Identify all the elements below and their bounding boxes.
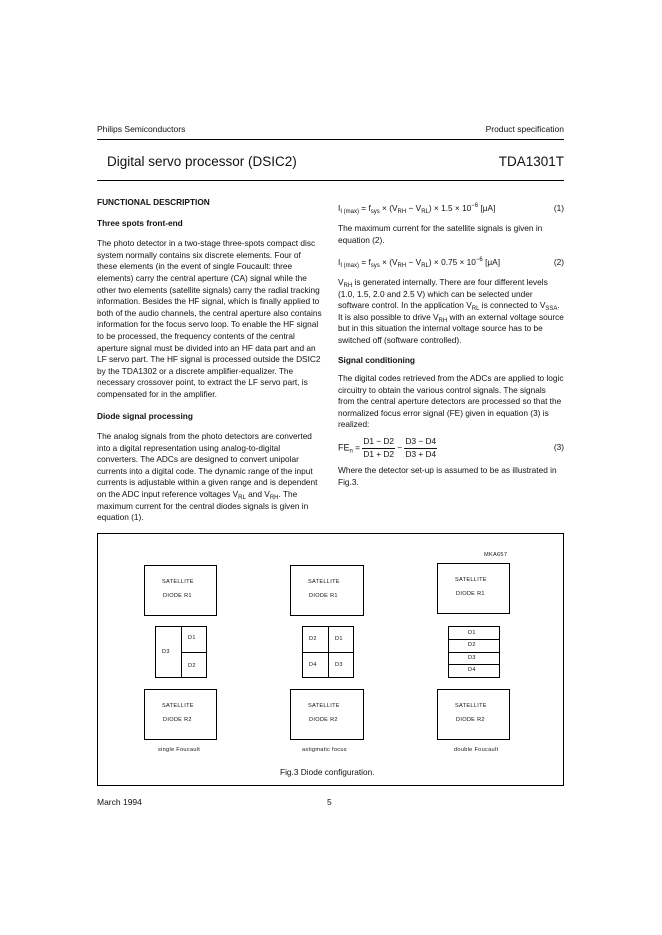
equation-1: $I_{I (max)} = f_{sys} \times (V_{RH} - V_{RL}) \times 1.5 \times 10^{-6}$ [μA] (1) [338, 203, 564, 215]
fraction-d1-d2: $\frac{D1 - D2}{D1 + D2}$ [363, 436, 394, 459]
equation-1-number: (1) [553, 203, 564, 213]
section-title: FUNCTIONAL DESCRIPTION [97, 197, 210, 207]
left-column [97, 197, 323, 532]
satellite-diode-r2-double: SATELLITE DIODE R2 [437, 689, 510, 740]
paragraph-detector-setup: Where the detector set-up is assumed to be as illustrated in Fig.3. [338, 465, 557, 487]
paragraph-digital-codes: The digital codes retrieved from the ADCs are applied to logic circuitry to obtain the various control signals. The signals from the central aperture detectors are processed so that the normalized focus error signal (FE) given in equation (3) is realized: [338, 373, 564, 430]
central-diode-astigmatic: D2 D1 D4 D3 [302, 626, 354, 678]
central-diode-double: D1 D2 D3 D4 [448, 626, 500, 678]
header-rule [97, 139, 564, 140]
satellite-diode-r2-astigmatic: SATELLITE DIODE R2 [290, 689, 364, 740]
equation-2-number: (2) [553, 257, 564, 267]
subsection-signal-conditioning: Signal conditioning [338, 355, 415, 365]
doc-type: Product specification [485, 124, 564, 134]
page-title: Digital servo processor (DSIC2) [107, 154, 297, 169]
label-astigmatic-focus: astigmatic focus [302, 747, 347, 753]
footer-date: March 1994 [97, 797, 142, 807]
satellite-diode-r2-single: SATELLITE DIODE R2 [144, 689, 217, 740]
page-number: 5 [327, 797, 332, 807]
paragraph-photo-detector: The photo detector in a two-stage three-spots compact disc system normally contains six discrete elements. Four of these elements (in the event of single Foucault: three elements) carry the central aperture (CA) signal while the other two elements (satellite signals) carry the radial tracking information. Besides the HF signal, which is finally applied to both of the audio channels, the central aperture also contains information for the focus servo loop. To enable the HF signal to be processed, the frequency contents of the central aperture signal must be divided into an HF data part and an LF servo part. The HF signal is processed outside the DSIC2 by the TDA1302 or a discrete amplifier-equalizer. The necessary crossover point, to extract the LF servo part, is compensated for in the amplifier. [97, 238, 322, 399]
part-number: TDA1301T [498, 154, 564, 169]
fraction-d3-d4: $\frac{D3 - D4}{D3 + D4}$ [405, 436, 437, 459]
satellite-diode-r1-double: SATELLITE DIODE R1 [437, 563, 510, 614]
company-name: Philips Semiconductors [97, 124, 186, 134]
label-single-foucault: single Foucault [158, 747, 201, 753]
title-rule [97, 180, 564, 181]
figure-diode-configuration [97, 533, 564, 786]
figure-code: MKA657 [484, 552, 508, 558]
subsection-diode-signal: Diode signal processing [97, 410, 193, 421]
equation-2: $I_{I (max)} = f_{sys} \times (V_{RH} - V_{RL}) \times 0.75 \times 10^{-6}$ [μA] (2) [338, 257, 564, 269]
paragraph-satellite-max: The maximum current for the satellite signals is given in equation (2). [338, 223, 543, 245]
paragraph-vrh: $V_{RH}$ is generated internally. There are four different levels (1.0, 1.5, 2.0 and 2.5 V) which can be selected under software control. In the application $V_{RL}$ is connected to $V_{SSA}$. It is also possible to drive $V_{RH}$ with an external voltage source but in this situation the internal voltage source has to be switched off (software controlled). [338, 277, 564, 345]
subsection-three-spots: Three spots front-end [97, 217, 183, 228]
satellite-diode-r1-astigmatic: SATELLITE DIODE R1 [290, 565, 364, 616]
central-diode-single: D3 D1 D2 [155, 626, 207, 678]
figure-caption: Fig.3 Diode configuration. [280, 767, 375, 777]
equation-3-number: (3) [553, 442, 564, 452]
right-column [338, 197, 564, 497]
label-double-foucault: double Foucault [454, 747, 499, 753]
satellite-diode-r1-single: SATELLITE DIODE R1 [144, 565, 217, 616]
paragraph-analog-signals: The analog signals from the photo detectors are converted into a digital representation using analog-to-digital converters. The ADCs are designed to convert unipolar currents into a digital code. The dynamic range of the input currents is adjustable within a given range and is dependent on the ADC input reference voltages $V_{RL}$ and $V_{RH}$. The maximum current for the central diodes signals is given in equation (1). [97, 431, 318, 523]
equation-3: $FE_n$ = $\frac{D1 - D2}{D1 + D2}$ − $\frac{D3 - D4}{D3 + D4}$ (3) [338, 436, 564, 459]
